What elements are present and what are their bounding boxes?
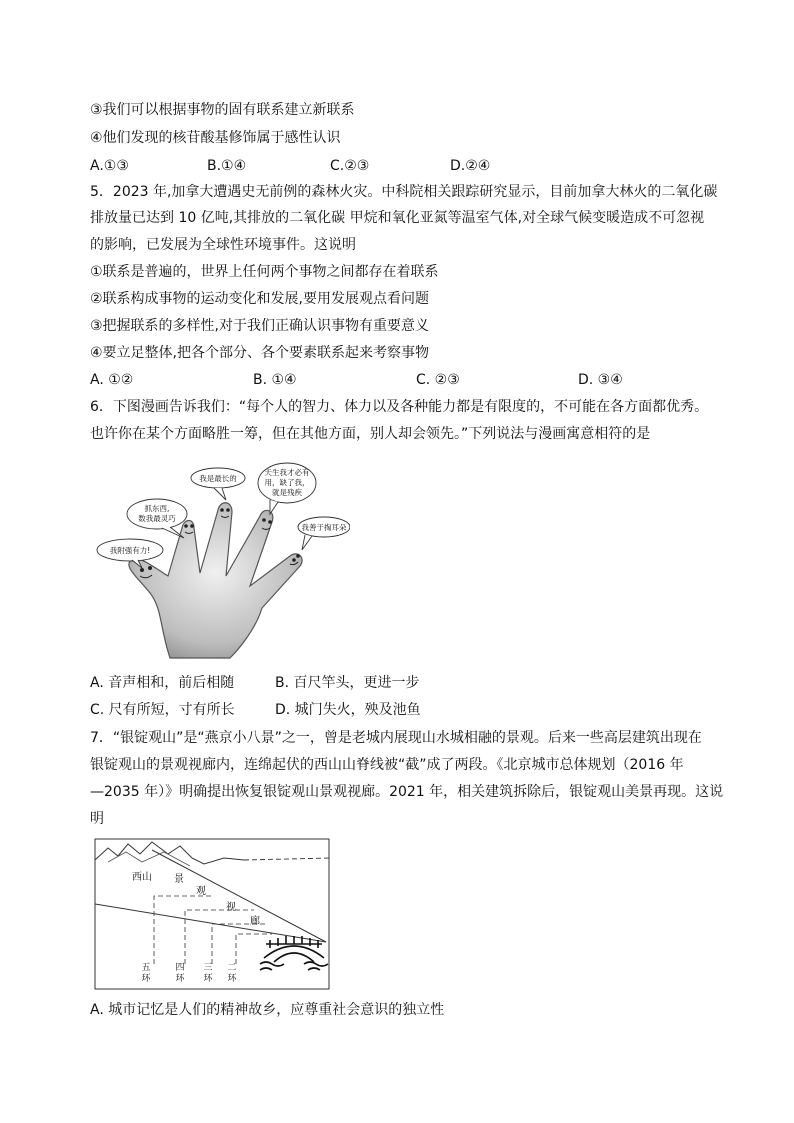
label-shi: 视	[226, 902, 236, 913]
label-ring-4b: 环	[175, 974, 185, 984]
q5-statement-1: ①联系是普遍的，世界上任何两个事物之间都存在着联系	[90, 264, 439, 280]
q6-option-b[interactable]: B. 百尺竿头，更进一步	[275, 675, 420, 691]
q5-stem-1: 5．2023 年,加拿大遭遇史无前例的森林火灾。中科院相关跟踪研究显示，目前加拿大林火的二氧化碳	[90, 184, 718, 200]
q5-stem-3: 的影响，已发展为全球性环境事件。这说明	[90, 237, 356, 253]
label-ring-2a: 二	[227, 963, 237, 973]
label-western-hills: 西山	[132, 872, 152, 883]
view-corridor-diagram	[94, 838, 330, 990]
q4-option-b[interactable]: B.①④	[207, 158, 247, 174]
q7-stem-1: 7．“银锭观山”是“燕京小八景”之一，曾是老城内展现山水城相融的景观。后来一些高层建筑出现在	[90, 730, 702, 746]
label-ring-4a: 四	[175, 963, 185, 973]
bubble-text-index-1: 抓东西,	[144, 504, 170, 513]
q6-option-a[interactable]: A. 音声相和，前后相随	[90, 675, 235, 691]
q7-stem-4: 明	[90, 811, 104, 827]
q5-stem-2: 排放量已达到 10 亿吨,其排放的二氧化碳 甲烷和氧化亚氮等温室气体,对全球气候变暖造成不可忽视	[90, 210, 705, 226]
label-guan: 观	[196, 886, 206, 897]
statement-3: ③我们可以根据事物的固有联系建立新联系	[90, 102, 355, 118]
label-ring-5a: 五	[141, 963, 151, 973]
q6-stem-2: 也许你在某个方面略胜一筹，但在其他方面，别人却会领先。”下列说法与漫画寓意相符的是	[90, 426, 651, 442]
bubble-text-middle: 我是最长的	[199, 474, 237, 483]
q7-option-a[interactable]: A. 城市记忆是人们的精神故乡，应尊重社会意识的独立性	[90, 1002, 445, 1018]
bubble-text-pinky: 我善于掏耳朵	[301, 523, 347, 532]
q6-option-d[interactable]: D. 城门失火，殃及池鱼	[275, 702, 421, 718]
q5-statement-3: ③把握联系的多样性,对于我们正确认识事物有重要意义	[90, 318, 429, 334]
q5-option-a[interactable]: A. ①②	[90, 372, 134, 388]
q5-option-d[interactable]: D. ③④	[578, 372, 623, 388]
label-jing: 景	[174, 874, 184, 885]
statement-4: ④他们发现的核苷酸基修饰属于感性认识	[90, 130, 341, 146]
q7-stem-3: —2035 年）》明确提出恢复银锭观山景观视廊。2021 年，相关建筑拆除后，银锭观山美景再现。这说	[90, 784, 724, 800]
bubble-text-ring-1: 天生我才必有	[264, 468, 310, 477]
label-ring-5b: 环	[141, 974, 151, 984]
q5-option-c[interactable]: C. ②③	[416, 372, 460, 388]
hand-cartoon	[90, 458, 350, 663]
bubble-text-ring-3: 就是残疾	[272, 488, 302, 497]
bubble-text-index-2: 数我最灵巧	[138, 514, 176, 523]
label-lang: 廊	[250, 916, 260, 927]
q4-option-a[interactable]: A.①③	[90, 158, 129, 174]
label-ring-3a: 三	[203, 963, 213, 973]
q4-option-d[interactable]: D.②④	[450, 158, 491, 174]
q7-stem-2: 银锭观山的景观视廊内，连绵起伏的西山山脊线被“截”成了两段。《北京城市总体规划（2016 年	[90, 757, 684, 773]
q6-stem-1: 6．下图漫画告诉我们：“每个人的智力、体力以及各种能力都是有限度的，不可能在各方面都优秀。	[90, 399, 709, 415]
label-ring-2b: 环	[227, 974, 237, 984]
q4-option-c[interactable]: C.②③	[330, 158, 370, 174]
label-ring-3b: 环	[203, 974, 213, 984]
q6-option-c[interactable]: C. 尺有所短，寸有所长	[90, 702, 235, 718]
bubble-text-thumb: 我附强有力!	[109, 546, 151, 555]
q5-statement-2: ②联系构成事物的运动变化和发展,要用发展观点看问题	[90, 291, 429, 307]
q5-option-b[interactable]: B. ①④	[253, 372, 297, 388]
q5-statement-4: ④要立足整体,把各个部分、各个要素联系起来考察事物	[90, 345, 429, 361]
bubble-text-ring-2: 用，缺了我，	[264, 478, 310, 487]
